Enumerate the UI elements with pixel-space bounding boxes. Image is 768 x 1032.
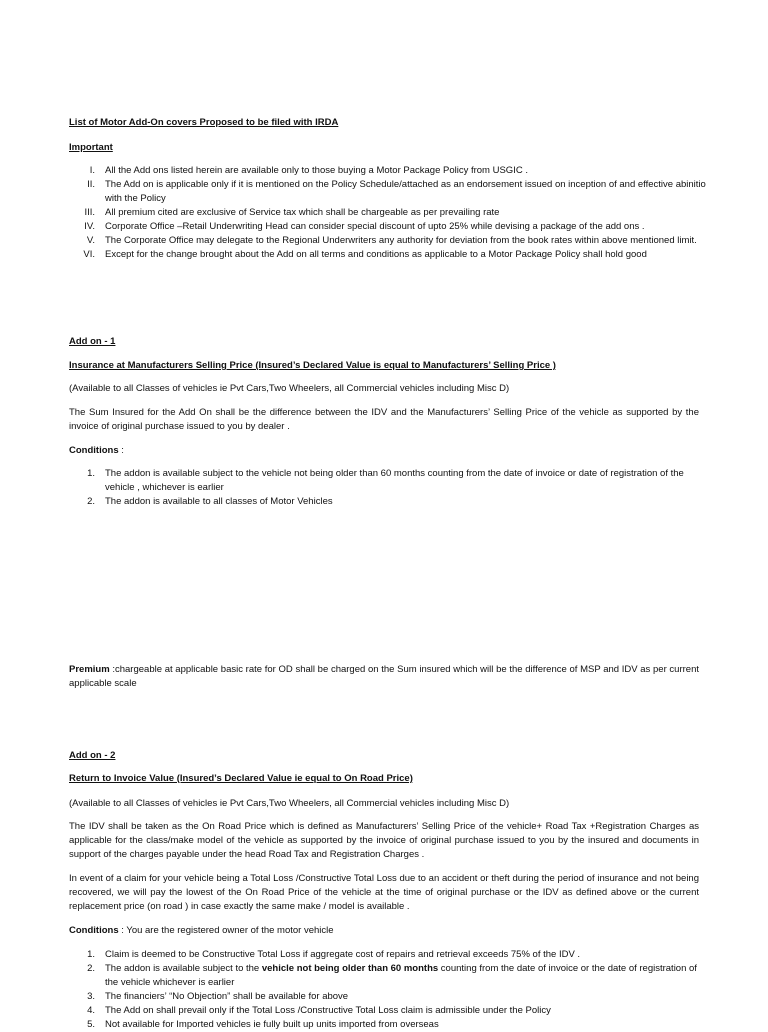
- list-item-text: The financiers’ “No Objection” shall be available for above: [105, 991, 349, 1002]
- list-item: [69, 495, 699, 509]
- document-title: List of Motor Add-On covers Proposed to be filed with IRDA: [69, 117, 339, 128]
- list-item-number: VI.: [83, 249, 95, 260]
- list-item-text: The Add on is applicable only if it is mentioned on the Policy Schedule/attached as an endorsement issued on inception of and effective abinitio with the Policy: [105, 179, 706, 204]
- premium-label: Premium: [69, 664, 110, 675]
- list-item: [69, 990, 699, 1004]
- addon1-conditions-list: [69, 467, 699, 509]
- addon2-claim-paragraph: In event of a claim for your vehicle being a Total Loss /Constructive Total Loss due to an accident or theft during the period of insurance and not being recovered, we will pay the lowest of the On Road Price of the vehicle at the time of original purchase or the IDV as defined above or the current replacement price (on road ) in case exactly the same make / model is available .: [69, 873, 699, 912]
- list-item-number: 1.: [87, 468, 95, 479]
- list-item-text: The Add on shall prevail only if the Total Loss /Constructive Total Loss claim is admissible under the Policy: [105, 1005, 551, 1016]
- list-item-number: 3.: [87, 991, 95, 1002]
- addon2-title: Return to Invoice Value (Insured’s Declared Value ie equal to On Road Price): [69, 773, 413, 784]
- addon2-conditions-line: [69, 924, 699, 938]
- list-item: [69, 467, 699, 495]
- list-item: [69, 220, 709, 234]
- addon2-conditions-list: [69, 948, 699, 1032]
- list-item: [69, 948, 699, 962]
- addon1-title: Insurance at Manufacturers Selling Price (Insured’s Declared Value is equal to Manufacturers’ Selling Price ): [69, 360, 556, 371]
- important-list: [69, 164, 709, 262]
- list-item-text-bold: vehicle not being older than 60 months: [261, 963, 439, 974]
- list-item: [69, 1018, 699, 1032]
- addon2-availability: (Available to all Classes of vehicles ie Pvt Cars,Two Wheelers, all Commercial vehicles including Misc D): [69, 798, 510, 809]
- premium-text: :chargeable at applicable basic rate for OD shall be charged on the Sum insured which will be the difference of MSP and IDV as per current applicable scale: [69, 664, 699, 689]
- addon2-idv-definition: The IDV shall be taken as the On Road Price which is defined as Manufacturers’ Selling Price of the vehicle+ Road Tax +Registration Charges as applicable for the class/make model of the vehicle as supported by the invoice of original purchase issued to you by the insured and documents in support of the charges payable under the head Road Tax and Registration Charges .: [69, 821, 699, 860]
- addon1-conditions-line: [69, 444, 699, 458]
- conditions-label: Conditions: [69, 925, 119, 936]
- addon1-heading: Add on - 1: [69, 336, 116, 347]
- conditions-suffix: : You are the registered owner of the motor vehicle: [118, 925, 334, 936]
- addon2-heading: Add on - 2: [69, 750, 116, 761]
- addon1-sum-insured: The Sum Insured for the Add On shall be the difference between the IDV and the Manufacturers’ Selling Price of the vehicle as supported by the invoice of original purchase issued to you by dealer .: [69, 407, 699, 432]
- list-item: [69, 206, 709, 220]
- list-item-text: Corporate Office –Retail Underwriting Head can consider special discount of upto 25% while devising a package of the add ons .: [105, 221, 645, 232]
- list-item-text-post: counting from the date of invoice or the date of registration of the vehicle whichever is earlier: [105, 963, 697, 988]
- list-item-number: III.: [84, 207, 95, 218]
- list-item: [69, 234, 709, 248]
- list-item-text: All the Add ons listed herein are available only to those buying a Motor Package Policy from USGIC .: [105, 165, 528, 176]
- list-item: [69, 178, 709, 206]
- important-heading: Important: [69, 142, 113, 153]
- addon1-availability: (Available to all Classes of vehicles ie Pvt Cars,Two Wheelers, all Commercial vehicles including Misc D): [69, 383, 510, 394]
- list-item: [69, 248, 709, 262]
- list-item-number: 2.: [87, 496, 95, 507]
- list-item-text: The addon is available subject to the vehicle not being older than 60 months counting from the date of invoice or date of registration of the vehicle , whichever is earlier: [105, 468, 684, 493]
- list-item-number: 4.: [87, 1005, 95, 1016]
- conditions-suffix: :: [118, 445, 124, 456]
- list-item-text: The addon is available to all classes of Motor Vehicles: [105, 496, 333, 507]
- list-item-text: Except for the change brought about the Add on all terms and conditions as applicable to a Motor Package Policy shall hold good: [105, 249, 647, 260]
- addon1-premium: [69, 663, 699, 691]
- list-item-number: V.: [86, 235, 95, 246]
- conditions-label: Conditions: [69, 445, 119, 456]
- list-item-number: IV.: [84, 221, 95, 232]
- list-item-number: 5.: [87, 1019, 95, 1030]
- list-item-text: Claim is deemed to be Constructive Total Loss if aggregate cost of repairs and retrieval exceeds 75% of the IDV .: [105, 949, 581, 960]
- list-item-number: II.: [87, 179, 95, 190]
- list-item: [69, 962, 699, 990]
- list-item-text: Not available for Imported vehicles ie fully built up units imported from overseas: [105, 1019, 439, 1030]
- list-item-text: The Corporate Office may delegate to the Regional Underwriters any authority for deviation from the book rates within above mentioned limit.: [105, 235, 697, 246]
- list-item-text-pre: The addon is available subject to the: [105, 963, 262, 974]
- list-item-number: I.: [89, 165, 95, 176]
- list-item: [69, 164, 709, 178]
- list-item-text: All premium cited are exclusive of Service tax which shall be chargeable as per prevailing rate: [105, 207, 500, 218]
- list-item-number: 2.: [87, 963, 95, 974]
- list-item-number: 1.: [87, 949, 95, 960]
- list-item: [69, 1004, 699, 1018]
